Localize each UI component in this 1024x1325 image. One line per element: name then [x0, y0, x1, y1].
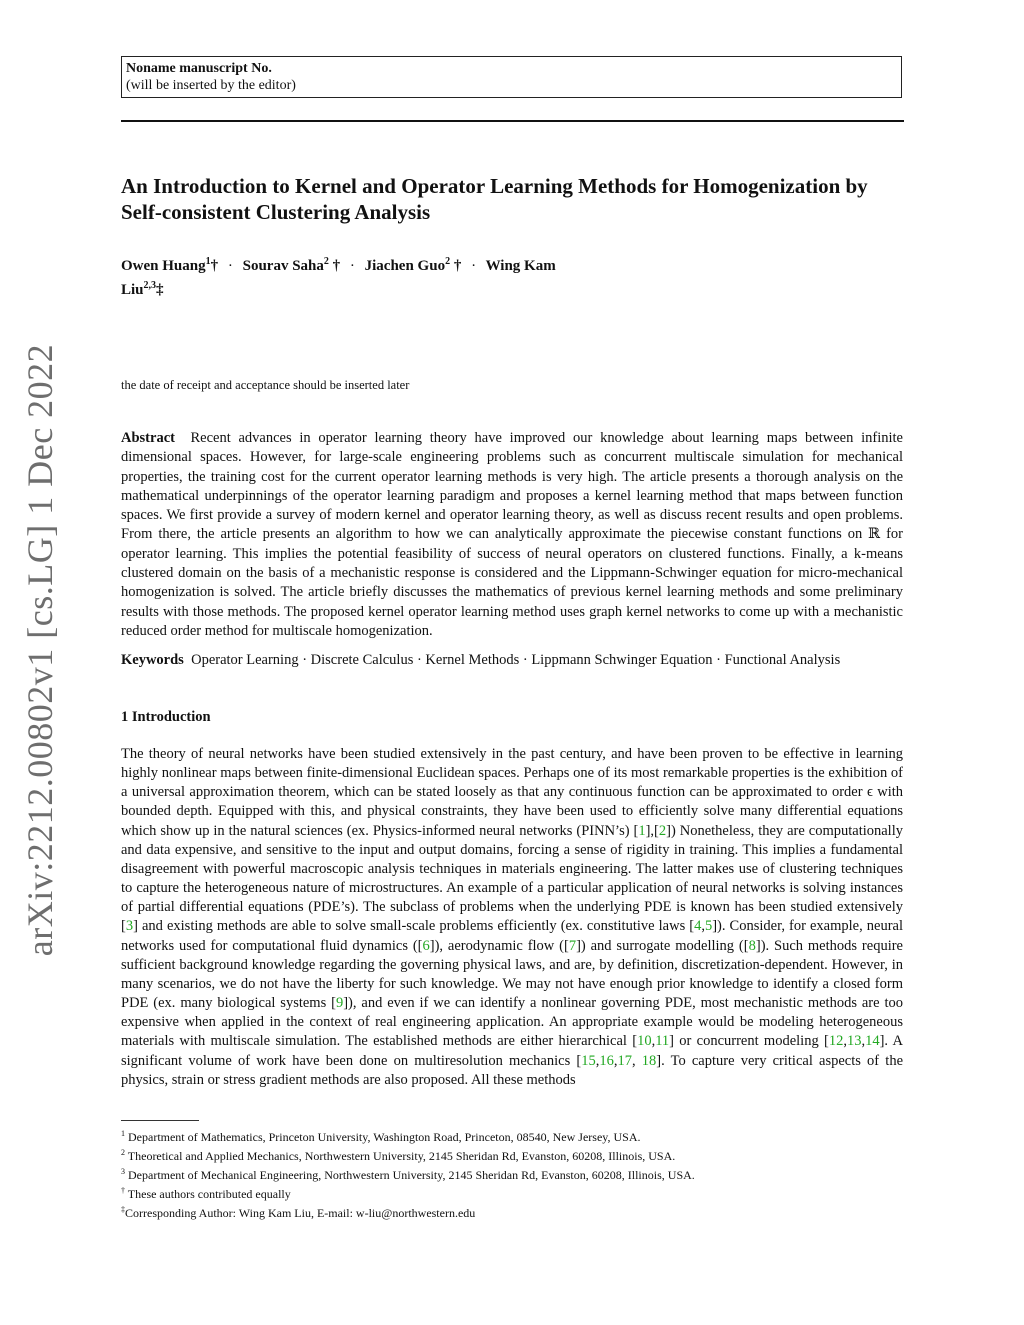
- citation-link[interactable]: 18: [641, 1052, 657, 1069]
- intro-text: ]. A significant volume of work have been done on multiresolution mechanics [: [121, 1033, 903, 1069]
- receipt-date-line: the date of receipt and acceptance should be inserted later: [121, 378, 410, 392]
- intro-text: ]) and surrogate modelling ([: [576, 937, 749, 954]
- citation-link[interactable]: 1: [638, 822, 646, 839]
- intro-text: ,: [613, 1052, 618, 1069]
- author-name: Jiachen Guo: [364, 258, 446, 274]
- footnotes: [121, 1126, 921, 1221]
- author-name: Wing Kam: [485, 258, 556, 274]
- footnote: [121, 1126, 921, 1145]
- intro-text: ]). Such methods require sufficient background knowledge regarding the governing physical laws, and are, by definition, discretization-dependent. However, in many scenarios, we do not have the liberty for such knowledge. We may not have enough prior knowledge to identify a closed form PDE (ex. many biological systems [: [121, 937, 903, 1012]
- arxiv-stamp-text: arXiv:2212.00802v1 [cs.LG] 1 Dec 2022: [20, 343, 61, 957]
- abstract-text: Recent advances in operator learning theory have improved our knowledge about learning maps between infinite dimensional spaces. However, for large-scale engineering problems such as concurrent multiscale simulation for mechanical properties, the training cost for the current operator learning methods is very high. The article presents a thorough analysis on the mathematical underpinnings of the operator learning paradigm and proposes a kernel learning method that maps between function spaces. We first provide a survey of modern kernel and operator learning theory, as well as discuss recent results and open problems. From there, the article presents an algorithm to how we can analytically approximate the piecewise constant functions on ℝ for operator learning. This implies the potential feasibility of success of neural operators on clustered functions. Finally, a k-means clustered domain on the basis of a mechanistic response is considered and the Lippmann-Schwinger equation for micro-mechanical homogenization is solved. The article briefly discusses the mathematics of previous kernel learning methods and some preliminary results with those methods. The proposed kernel operator learning method uses graph kernel networks to come up with a mechanistic reduced order method for multiscale homogenization.: [121, 430, 903, 639]
- footnote-marker: 2: [121, 1148, 125, 1157]
- author-list: [121, 252, 591, 300]
- citation-link[interactable]: 4: [694, 918, 702, 935]
- footnote-text: Theoretical and Applied Mechanics, Northwestern University, 2145 Sheridan Rd, Evanston, 60208, Illinois, USA.: [125, 1149, 676, 1163]
- keywords: [121, 651, 921, 670]
- author-separator: ·: [349, 258, 355, 274]
- arxiv-stamp: [16, 343, 64, 957]
- intro-text: ] and existing methods are able to solve small-scale problems efficiently (ex. constitutive laws [: [133, 918, 695, 935]
- citation-link[interactable]: 7: [568, 937, 577, 954]
- citation-link[interactable]: 15: [581, 1052, 596, 1069]
- footnote: [121, 1164, 921, 1183]
- author-affiliation: 2,3: [143, 280, 157, 291]
- author-mark: †: [210, 258, 219, 274]
- footnote-marker: ‡: [121, 1205, 125, 1214]
- citation-link[interactable]: 10: [637, 1033, 652, 1050]
- intro-text: ,: [595, 1052, 600, 1069]
- footnote: [121, 1183, 921, 1202]
- introduction-paragraph: [121, 745, 903, 1090]
- footnote-marker: †: [121, 1186, 125, 1195]
- citation-link[interactable]: 9: [335, 995, 344, 1012]
- citation-link[interactable]: 8: [748, 937, 756, 954]
- citation-link[interactable]: 6: [422, 937, 430, 954]
- paper-title: An Introduction to Kernel and Operator Learning Methods for Homogenization by Self-consistent Clustering Analysis: [121, 174, 868, 224]
- abstract: [121, 429, 903, 641]
- intro-text: ,: [843, 1033, 847, 1050]
- citation-link[interactable]: 11: [655, 1033, 670, 1050]
- intro-text: ] or concurrent modeling [: [669, 1033, 829, 1050]
- footnote-text: Department of Mechanical Engineering, Northwestern University, 2145 Sheridan Rd, Evanston, 60208, Illinois, USA.: [125, 1168, 695, 1182]
- footnote: [121, 1145, 921, 1164]
- citation-link[interactable]: 5: [704, 918, 713, 935]
- section-heading: 1 Introduction: [121, 709, 211, 725]
- author-affiliation: 1: [205, 256, 211, 267]
- citation-link[interactable]: 16: [599, 1052, 614, 1069]
- author-affiliation: 2: [323, 256, 329, 267]
- citation-link[interactable]: 3: [125, 918, 134, 935]
- author-mark: †: [332, 258, 341, 274]
- footnote: [121, 1202, 921, 1221]
- author-separator: ·: [471, 258, 477, 274]
- author-affiliation: 2: [445, 256, 451, 267]
- intro-text: ]), and even if we can identify a nonlinear governing PDE, most mechanistic methods are too expensive when applied in the context of real engineering application. An appropriate example would be modeling heterogeneous materials with multiscale simulation. The established methods are either hierarchical [: [121, 995, 903, 1050]
- citation-link[interactable]: 14: [865, 1033, 880, 1050]
- manuscript-box: [121, 56, 902, 98]
- author-name: Owen Huang: [121, 258, 206, 274]
- footnote-text: Corresponding Author: Wing Kam Liu, E-mail: w-liu@northwestern.edu: [125, 1206, 476, 1220]
- author-name: Sourav Saha: [242, 258, 324, 274]
- author-mark: ‡: [156, 282, 164, 298]
- intro-text: ]). Consider, for example, neural networks used for computational fluid dynamics ([: [121, 918, 903, 954]
- intro-text: ]), aerodynamic flow ([: [429, 937, 569, 954]
- footnote-text: Department of Mathematics, Princeton University, Washington Road, Princeton, 08540, New Jersey, USA.: [125, 1130, 641, 1144]
- abstract-label: Abstract: [121, 430, 175, 446]
- footnote-text: These authors contributed equally: [125, 1187, 291, 1201]
- citation-link[interactable]: 2: [658, 822, 667, 839]
- intro-text: ]) Nonetheless, they are computationally and data expensive, and sensitive to the input and output domains, forcing a sense of rigidity in training. This implies a fundamental disagreement with powerful macroscopic analysis techniques in materials engineering. The latter makes use of clustering techniques to capture the heterogeneous nature of microstructures. An example of a particular application of neural networks is solving instances of partial differential equations (PDE’s). The subclass of problems when the underlying PDE is known has been studied extensively [: [121, 822, 903, 935]
- citation-link[interactable]: 13: [846, 1033, 862, 1050]
- author-mark: †: [453, 258, 462, 274]
- intro-text: ,: [861, 1033, 866, 1050]
- manuscript-number: Noname manuscript No.: [126, 61, 272, 76]
- citation-link[interactable]: 17: [617, 1052, 632, 1069]
- editor-note: (will be inserted by the editor): [126, 78, 296, 93]
- footnote-marker: 1: [121, 1129, 125, 1138]
- keywords-text: Operator Learning · Discrete Calculus · Kernel Methods · Lippmann Schwinger Equation · Functional Analysis: [191, 652, 841, 668]
- author-name: Liu: [121, 282, 144, 298]
- intro-text: ,: [701, 918, 705, 935]
- intro-text: The theory of neural networks have been studied extensively in the past century, and have been proven to be effective in learning highly nonlinear maps between finite-dimensional Euclidean spaces. Perhaps one of its most remarkable properties is the exhibition of a universal approximation theorem, which can be stated loosely as that any continuous function can be approximated to order ϵ with bounded depth. Equipped with this, and physical constraints, they have been used to efficiently solve many differential equations which show up in the natural sciences (ex. Physics-informed neural networks (PINN’s) [: [121, 746, 903, 839]
- intro-text: ,: [631, 1052, 642, 1069]
- header-rule: [121, 120, 904, 122]
- intro-text: ,: [651, 1033, 656, 1050]
- intro-text: ],[: [645, 822, 659, 839]
- citation-link[interactable]: 12: [828, 1033, 844, 1050]
- footnote-rule: [121, 1120, 199, 1121]
- footnote-marker: 3: [121, 1167, 125, 1176]
- keywords-label: Keywords: [121, 652, 184, 668]
- author-separator: ·: [227, 258, 233, 274]
- intro-text: ]. To capture very critical aspects of the physics, strain or stress gradient methods are also proposed. All these methods: [121, 1052, 904, 1088]
